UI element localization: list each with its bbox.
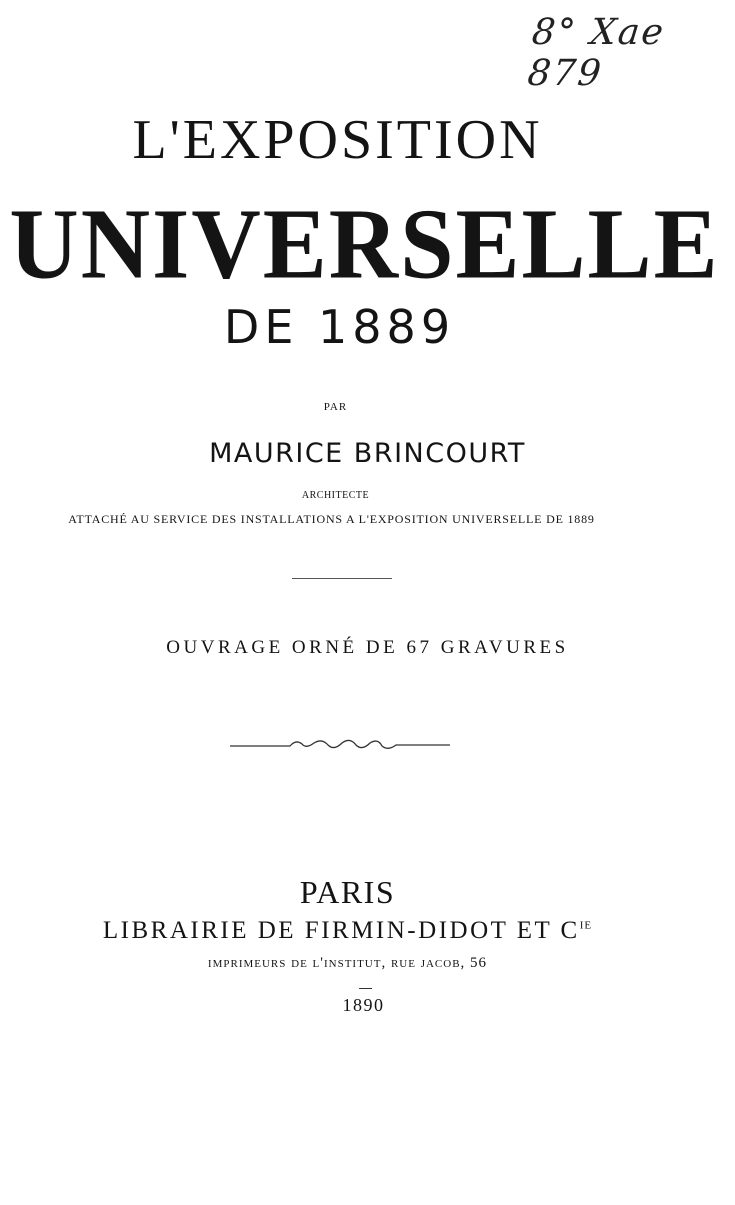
title-line-3: DE 1889 (223, 300, 456, 354)
ornament-flourish-icon (230, 735, 450, 757)
handwritten-shelfmark: 8° Xae 879 (525, 12, 668, 94)
divider-rule (292, 578, 392, 579)
author-name: MAURICE BRINCOURT (209, 438, 526, 469)
by-label: PAR (323, 401, 348, 413)
title-line-2: UNIVERSELLE (9, 187, 720, 300)
author-role: ARCHITECTE (301, 490, 370, 501)
short-dash (359, 988, 372, 989)
imprint-publisher (0, 917, 715, 945)
publisher-name: LIBRAIRIE DE FIRMIN-DIDOT ET C (102, 917, 580, 944)
imprint-printer: imprimeurs de l'institut, rue jacob, 56 (207, 955, 488, 971)
title-line-1: L'EXPOSITION (132, 109, 543, 171)
illustrations-note: OUVRAGE ORNÉ DE 67 GRAVURES (166, 637, 569, 658)
publisher-superscript: IE (579, 919, 593, 932)
imprint-year: 1890 (342, 995, 385, 1015)
imprint-city: PARIS (299, 874, 396, 910)
author-attachment: ATTACHÉ AU SERVICE DES INSTALLATIONS A L'EXPOSITION UNIVERSELLE DE 1889 (68, 512, 595, 526)
